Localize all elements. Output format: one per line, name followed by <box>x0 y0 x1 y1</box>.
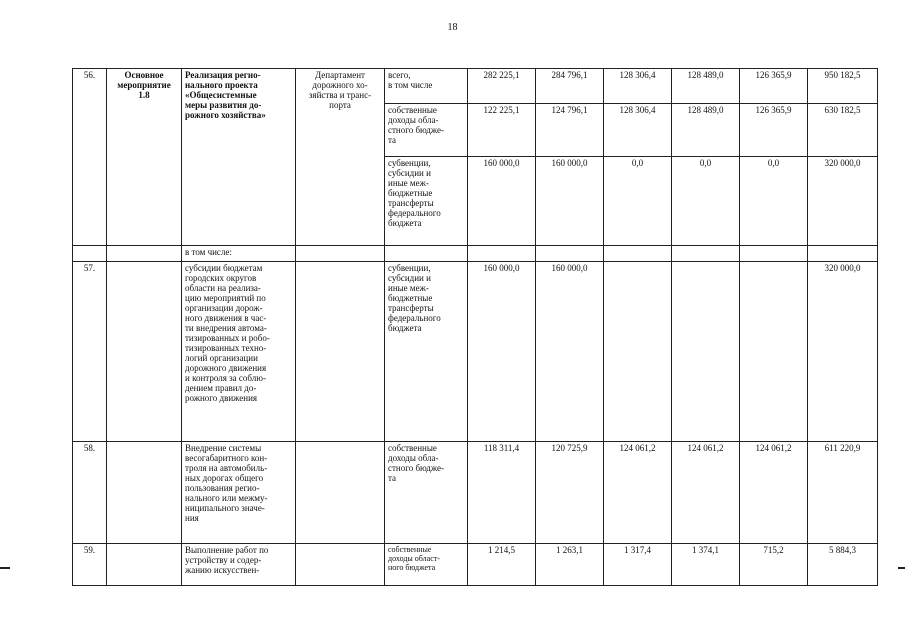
value-cell: 160 000,0 <box>536 262 604 442</box>
event-name: Выполнение работ по устройству и содер- жанию искусствен- <box>182 544 296 586</box>
value-cell: 630 182,5 <box>808 104 878 157</box>
value-cell: 0,0 <box>740 157 808 246</box>
value-cell: 1 214,5 <box>468 544 536 586</box>
event-name: Внедрение системы весогабаритного кон- троля на автомобиль- ных дорогах общего пользования регио- нального или межму- ниципального значе- ния <box>182 442 296 544</box>
subgroup-label: в том числе: <box>182 246 296 262</box>
value-cell: 611 220,9 <box>808 442 878 544</box>
table-row <box>73 544 878 586</box>
funding-source: собственные доходы обла- стного бюдже- та <box>385 442 468 544</box>
funding-source: собственные доходы област- ного бюджета <box>385 544 468 586</box>
value-cell: 126 365,9 <box>740 69 808 104</box>
value-cell: 1 317,4 <box>604 544 672 586</box>
event-name: субсидии бюджетам городских округов области на реализа- цию мероприятий по организации дорож- ного движения в час- ти внедрения автома- тизированных и робо- тизированных техно- логий организации дорожного движения и контроля за соблю- дением правил до- рожного движения <box>182 262 296 442</box>
edge-mark <box>0 567 10 569</box>
value-cell: 160 000,0 <box>468 157 536 246</box>
funding-source: всего, в том числе <box>385 69 468 104</box>
edge-mark <box>898 567 905 569</box>
value-cell: 124 796,1 <box>536 104 604 157</box>
row-number: 57. <box>73 262 107 442</box>
event-type: Основное мероприятие 1.8 <box>107 69 182 246</box>
value-cell: 0,0 <box>672 157 740 246</box>
value-cell: 950 182,5 <box>808 69 878 104</box>
value-cell: 320 000,0 <box>808 262 878 442</box>
value-cell: 122 225,1 <box>468 104 536 157</box>
funding-source: субвенции, субсидии и иные меж- бюджетные трансферты федерального бюджета <box>385 157 468 246</box>
value-cell: 320 000,0 <box>808 157 878 246</box>
value-cell: 715,2 <box>740 544 808 586</box>
value-cell: 5 884,3 <box>808 544 878 586</box>
value-cell: 160 000,0 <box>536 157 604 246</box>
value-cell <box>672 262 740 442</box>
value-cell: 124 061,2 <box>672 442 740 544</box>
value-cell: 0,0 <box>604 157 672 246</box>
table-row <box>73 69 878 104</box>
table-row <box>73 246 878 262</box>
executor: Департамент дорожного хо- зяйства и транс- порта <box>296 69 385 246</box>
funding-source: собственные доходы обла- стного бюдже- та <box>385 104 468 157</box>
value-cell: 1 263,1 <box>536 544 604 586</box>
table-row <box>73 442 878 544</box>
budget-table <box>72 68 878 586</box>
value-cell: 282 225,1 <box>468 69 536 104</box>
value-cell: 284 796,1 <box>536 69 604 104</box>
row-number: 58. <box>73 442 107 544</box>
row-number: 59. <box>73 544 107 586</box>
value-cell: 160 000,0 <box>468 262 536 442</box>
value-cell: 118 311,4 <box>468 442 536 544</box>
value-cell: 1 374,1 <box>672 544 740 586</box>
value-cell: 128 489,0 <box>672 69 740 104</box>
value-cell: 128 489,0 <box>672 104 740 157</box>
row-number: 56. <box>73 69 107 246</box>
value-cell <box>740 262 808 442</box>
funding-source: субвенции, субсидии и иные меж- бюджетные трансферты федерального бюджета <box>385 262 468 442</box>
value-cell <box>604 262 672 442</box>
value-cell: 126 365,9 <box>740 104 808 157</box>
event-name: Реализация регио- нального проекта «Общесистемные меры развития до- рожного хозяйства» <box>182 69 296 246</box>
page-number: 18 <box>447 22 458 33</box>
value-cell: 128 306,4 <box>604 69 672 104</box>
value-cell: 120 725,9 <box>536 442 604 544</box>
value-cell: 124 061,2 <box>604 442 672 544</box>
value-cell: 124 061,2 <box>740 442 808 544</box>
value-cell: 128 306,4 <box>604 104 672 157</box>
table-row <box>73 262 878 442</box>
